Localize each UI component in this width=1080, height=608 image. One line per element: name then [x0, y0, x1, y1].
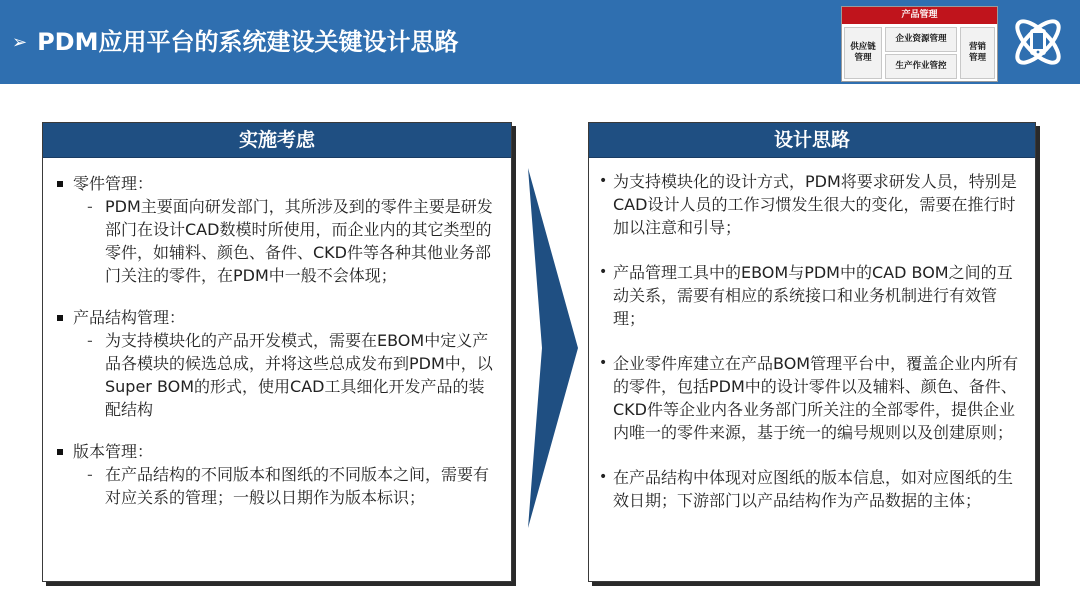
dot-bullet-icon: •	[599, 469, 608, 485]
panel-title-considerations: 实施考虑	[43, 123, 511, 158]
section-version-management	[55, 440, 495, 509]
enterprise-systems-diagram	[841, 6, 998, 82]
dot-bullet-icon: •	[599, 264, 608, 280]
section-text: 在产品结构的不同版本和图纸的不同版本之间，需要有对应关系的管理；一般以日期作为版本标识；	[105, 465, 490, 507]
square-bullet-icon	[57, 181, 63, 187]
page-title	[12, 24, 459, 60]
section-part-management	[55, 172, 495, 287]
diagram-erp: 企业资源管理	[885, 27, 957, 52]
list-item	[599, 352, 1025, 444]
list-item	[599, 170, 1025, 239]
arrow-bullet-icon: ➢	[12, 32, 28, 53]
dash-bullet-icon: -	[87, 465, 93, 484]
section-title: 零件管理：	[73, 174, 154, 193]
list-item-text: 为支持模块化的设计方式，PDM将要求研发人员，特别是CAD设计人员的工作习惯发生很大的变化，需要在推行时加以注意和引导；	[613, 172, 1017, 237]
diagram-supply-chain	[844, 27, 882, 79]
list-item-text: 企业零件库建立在产品BOM管理平台中，覆盖企业内所有的零件，包括PDM中的设计零件以及辅料、颜色、备件、CKD件等企业内各业务部门所关注的全部零件，提供企业内唯一的零件来源，基于统一的编号规则以及创建原则；	[613, 354, 1019, 442]
atom-device-icon	[1008, 12, 1068, 72]
dash-bullet-icon: -	[87, 331, 93, 350]
list-item-text: 产品管理工具中的EBOM与PDM中的CAD BOM之间的互动关系，需要有相应的系统接口和业务机制进行有效管理；	[613, 263, 1013, 328]
list-item-text: 在产品结构中体现对应图纸的版本信息，如对应图纸的生效日期；下游部门以产品结构作为产品数据的主体；	[613, 468, 1014, 510]
title-bar	[0, 0, 1080, 84]
square-bullet-icon	[57, 315, 63, 321]
section-title: 版本管理：	[73, 442, 154, 461]
diagram-supply-chain-label: 供应链管理	[850, 42, 876, 63]
dot-bullet-icon: •	[599, 173, 608, 189]
section-product-structure	[55, 306, 495, 421]
panel-title-design: 设计思路	[589, 123, 1035, 158]
page-title-text: PDM应用平台的系统建设关键设计思路	[37, 28, 459, 56]
square-bullet-icon	[57, 449, 63, 455]
dot-bullet-icon: •	[599, 355, 608, 371]
section-text: 为支持模块化的产品开发模式，需要在EBOM中定义产品各模块的候选总成，并将这些总成发布到PDM中，以Super BOM的形式，使用CAD工具细化开发产品的装配结构	[105, 331, 493, 419]
diagram-marketing-label: 营销管理	[968, 42, 986, 63]
chevron-right-icon	[520, 168, 580, 528]
dash-bullet-icon: -	[87, 197, 93, 216]
list-item	[599, 261, 1025, 330]
diagram-marketing	[960, 27, 995, 79]
diagram-production-control: 生产作业管控	[885, 54, 957, 79]
implementation-considerations-panel	[42, 122, 512, 582]
design-approach-panel	[588, 122, 1036, 582]
section-title: 产品结构管理：	[73, 308, 186, 327]
section-text: PDM主要面向研发部门，其所涉及到的零件主要是研发部门在设计CAD数模时所使用，而企业内的其它类型的零件，如辅料、颜色、备件、CKD件等各种其他业务部门关注的零件，在PDM中一般不会体现；	[105, 197, 493, 285]
diagram-product-management: 产品管理	[842, 7, 997, 24]
list-item	[599, 466, 1025, 512]
